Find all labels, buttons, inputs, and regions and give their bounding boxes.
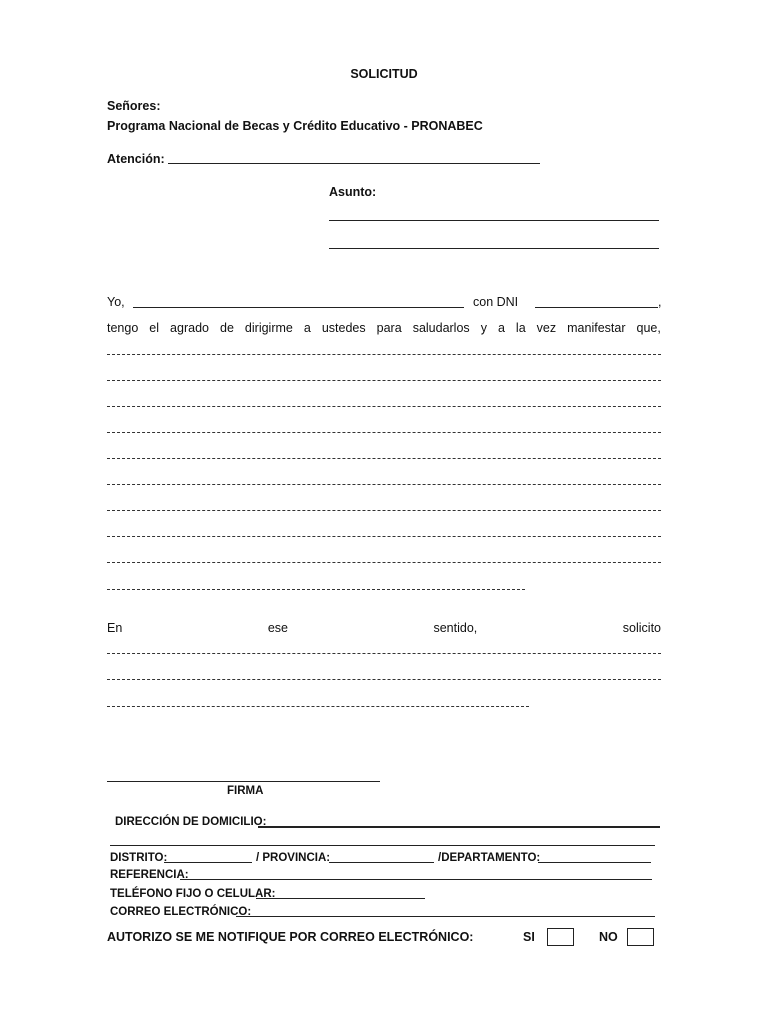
- request-line[interactable]: [107, 706, 529, 707]
- intro-word: y: [480, 321, 487, 335]
- writing-line[interactable]: [107, 589, 525, 590]
- institution-name: Programa Nacional de Becas y Crédito Educativo - PRONABEC: [107, 119, 483, 133]
- request-line[interactable]: [107, 653, 661, 654]
- dni-label: con DNI: [473, 295, 519, 309]
- distrito-label: DISTRITO:: [110, 852, 168, 864]
- no-checkbox[interactable]: [627, 928, 654, 946]
- writing-line[interactable]: [107, 536, 661, 537]
- dni-comma: ,: [658, 295, 662, 309]
- departamento-field[interactable]: [538, 862, 651, 863]
- intro-word: de: [220, 321, 234, 335]
- intro-word: a: [497, 321, 505, 335]
- domicilio-label: DIRECCIÓN DE DOMICILIO:: [115, 816, 267, 828]
- document-title: SOLICITUD: [350, 67, 418, 81]
- intro-sentence: [107, 321, 661, 335]
- telefono-field[interactable]: [256, 898, 425, 899]
- intro-word: para: [376, 321, 402, 335]
- writing-line[interactable]: [107, 432, 661, 433]
- correo-field[interactable]: [236, 916, 655, 917]
- subject-label: Asunto:: [329, 185, 377, 199]
- referencia-label: REFERENCIA:: [110, 869, 189, 881]
- telefono-label: TELÉFONO FIJO O CELULAR:: [110, 888, 276, 900]
- distrito-field[interactable]: [164, 862, 252, 863]
- provincia-label: / PROVINCIA:: [256, 852, 331, 864]
- request-line[interactable]: [107, 679, 661, 680]
- domicilio-field[interactable]: [258, 826, 660, 828]
- provincia-field[interactable]: [329, 862, 434, 863]
- intro-word: saludarlos: [412, 321, 470, 335]
- writing-line[interactable]: [107, 406, 661, 407]
- writing-line[interactable]: [107, 510, 661, 511]
- request-sentence: [107, 621, 661, 635]
- request-word: ese: [267, 621, 288, 635]
- request-word: En: [107, 621, 123, 635]
- subject-field-line-1[interactable]: [329, 220, 659, 221]
- intro-word: a: [303, 321, 311, 335]
- signature-line[interactable]: [107, 781, 380, 782]
- subject-field-line-2[interactable]: [329, 248, 659, 249]
- intro-word: dirigirme: [244, 321, 293, 335]
- correo-label: CORREO ELECTRÓNICO:: [110, 906, 252, 918]
- intro-word: el: [149, 321, 160, 335]
- attention-field[interactable]: [168, 163, 540, 164]
- salutation: Señores:: [107, 99, 161, 113]
- domicilio-field-line-2[interactable]: [110, 845, 655, 846]
- referencia-field[interactable]: [180, 879, 652, 880]
- request-word: sentido,: [433, 621, 478, 635]
- writing-line[interactable]: [107, 484, 661, 485]
- yo-label: Yo,: [107, 295, 125, 309]
- attention-label: Atención:: [107, 152, 165, 166]
- name-field[interactable]: [133, 307, 464, 308]
- authorization-text: AUTORIZO SE ME NOTIFIQUE POR CORREO ELECTRÓNICO:: [107, 930, 474, 944]
- yes-label: SI: [523, 930, 535, 944]
- dni-field[interactable]: [535, 307, 658, 308]
- request-word: solicito: [622, 621, 661, 635]
- writing-line[interactable]: [107, 354, 661, 355]
- intro-word: vez: [536, 321, 557, 335]
- intro-word: ustedes: [321, 321, 366, 335]
- signature-label: FIRMA: [227, 785, 264, 797]
- intro-word: tengo: [107, 321, 139, 335]
- writing-line[interactable]: [107, 562, 661, 563]
- intro-word: agrado: [170, 321, 209, 335]
- no-label: NO: [599, 930, 618, 944]
- writing-line[interactable]: [107, 458, 661, 459]
- intro-word: que,: [636, 321, 661, 335]
- yes-checkbox[interactable]: [547, 928, 574, 946]
- departamento-label: /DEPARTAMENTO:: [438, 852, 541, 864]
- writing-line[interactable]: [107, 380, 661, 381]
- intro-word: la: [515, 321, 526, 335]
- intro-word: manifestar: [567, 321, 626, 335]
